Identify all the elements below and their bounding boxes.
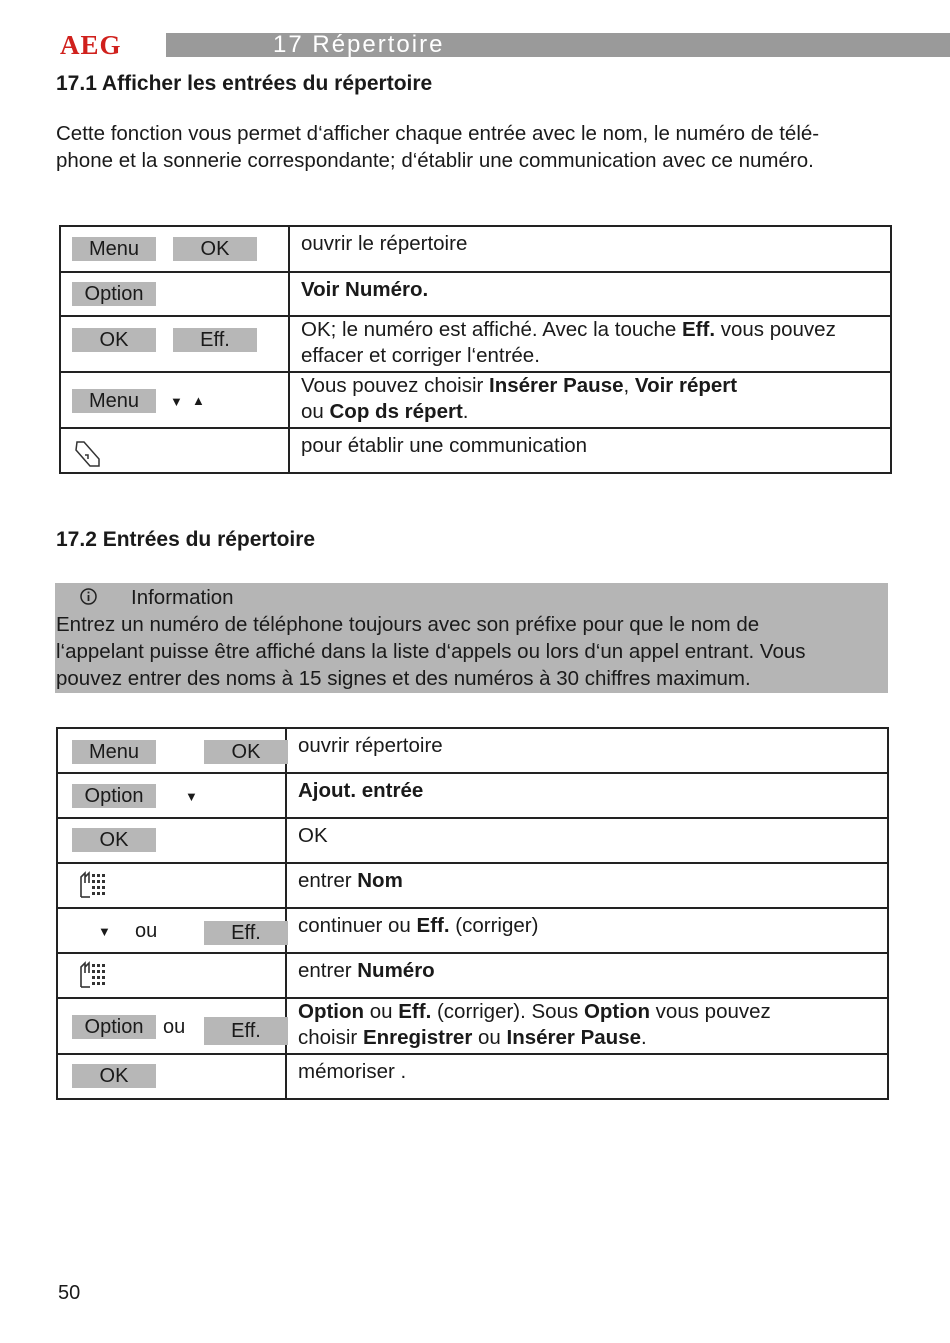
ok-key: OK — [72, 1064, 156, 1088]
eff-key: Eff. — [204, 1017, 288, 1045]
menu-key: Menu — [72, 740, 156, 764]
section-17-1-intro: Cette fonction vous permet d‘afficher chaque entrée avec le nom, le numéro de télé- phone et la sonnerie correspondante; d‘établir une communication avec ce numéro. — [56, 122, 820, 172]
info-title: Information — [131, 586, 234, 609]
option-key: Option — [72, 784, 156, 808]
keypad-icon — [78, 961, 112, 991]
chapter-header-bar — [166, 33, 950, 57]
menu-key: Menu — [72, 237, 156, 261]
step-desc: Vous pouvez choisir Insérer Pause, Voir répert ou Cop ds répert. — [301, 374, 738, 423]
step-desc: Option ou Eff. (corriger). Sous Option vous pouvez choisir Enregistrer ou Insérer Pause. — [298, 1000, 771, 1049]
info-text: Entrez un numéro de téléphone toujours avec son préfixe pour que le nom de l‘appelant puisse être affiché dans la liste d‘appels ou lors d‘un appel entrant. Vous pouvez entrer des noms à 15 signes et des numéros à 30 chiffres maximum. — [56, 613, 806, 690]
step-desc: Voir Numéro. — [301, 278, 429, 301]
section-17-1-heading: 17.1 Afficher les entrées du répertoire — [56, 72, 433, 95]
steps-table-1 — [59, 225, 892, 474]
table-row — [57, 1054, 888, 1099]
table-row — [60, 226, 891, 272]
table-row — [60, 272, 891, 316]
table-row — [57, 908, 888, 953]
aeg-logo: AEG — [60, 30, 122, 60]
step-desc: entrer Numéro — [298, 959, 435, 982]
chapter-title: 17 Répertoire — [273, 31, 445, 58]
section-17-2-heading: 17.2 Entrées du répertoire — [56, 528, 316, 551]
phone-call-icon — [73, 439, 103, 469]
arrow-down-icon: ▼ — [170, 394, 183, 409]
arrow-down-icon: ▼ — [98, 924, 111, 939]
arrow-up-icon: ▲ — [192, 393, 205, 408]
page-number: 50 — [58, 1282, 81, 1304]
ok-key: OK — [72, 828, 156, 852]
arrow-down-icon: ▼ — [185, 789, 198, 804]
step-desc: ouvrir répertoire — [298, 734, 443, 757]
info-icon — [80, 588, 97, 605]
table-row — [60, 428, 891, 473]
table-row — [57, 773, 888, 818]
step-desc: pour établir une communication — [301, 434, 588, 457]
ou-label: ou — [163, 1016, 186, 1038]
step-desc: ouvrir le répertoire — [301, 232, 468, 255]
table-row — [57, 863, 888, 908]
ok-key: OK — [173, 237, 257, 261]
table-row — [57, 818, 888, 863]
table-row — [57, 728, 888, 773]
step-desc: mémoriser . — [298, 1060, 407, 1083]
eff-key: Eff. — [204, 921, 288, 945]
step-desc: continuer ou Eff. (corriger) — [298, 914, 539, 937]
step-desc: entrer Nom — [298, 869, 403, 892]
step-desc: OK; le numéro est affiché. Avec la touche Eff. vous pouvez effacer et corriger l‘entrée. — [301, 318, 836, 367]
keypad-icon — [78, 871, 112, 901]
ou-label: ou — [135, 920, 158, 942]
menu-key: Menu — [72, 389, 156, 413]
option-key: Option — [72, 282, 156, 306]
table-row — [57, 998, 888, 1054]
table-row — [57, 953, 888, 998]
table-row — [60, 372, 891, 428]
option-key: Option — [72, 1015, 156, 1039]
step-desc: Ajout. entrée — [298, 779, 424, 802]
ok-key: OK — [72, 328, 156, 352]
eff-key: Eff. — [173, 328, 257, 352]
table-row — [60, 316, 891, 372]
information-box — [55, 583, 888, 693]
steps-table-2 — [56, 727, 889, 1100]
step-desc: OK — [298, 824, 328, 847]
ok-key: OK — [204, 740, 288, 764]
